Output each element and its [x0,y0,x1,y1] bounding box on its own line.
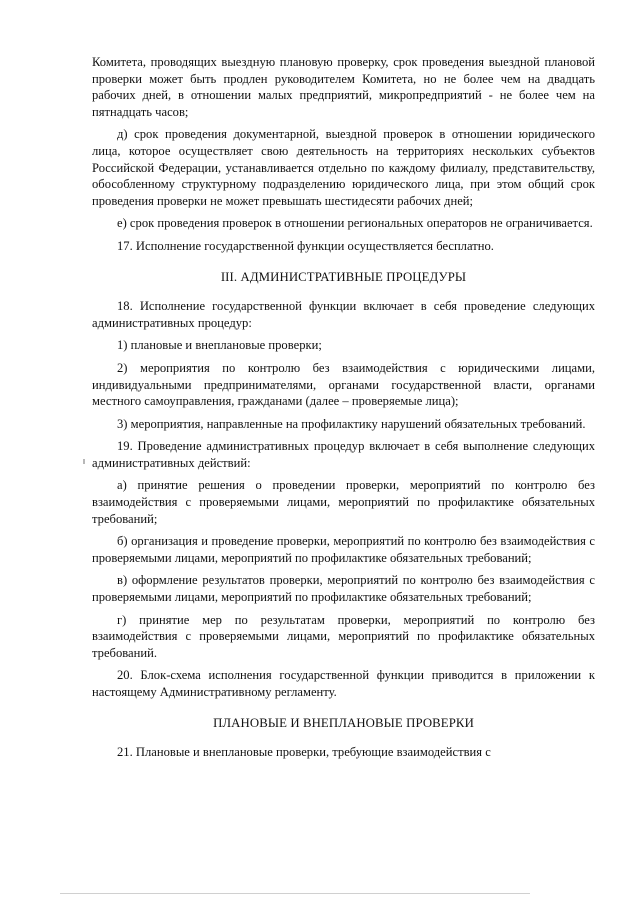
list-item-2: 2) мероприятия по контролю без взаимодействия с юридическими лицами, индивидуальными предпринимателями, органами государственной власти, органами местного самоуправления, гражданами (далее – проверяемые лица); [92,360,595,409]
document-body [92,54,595,767]
page-bottom-line [60,893,530,894]
paragraph-20: 20. Блок-схема исполнения государственной функции приводится в приложении к настоящему Административному регламенту. [92,668,595,699]
section-title-administrative-procedures: III. АДМИНИСТРАТИВНЫЕ ПРОЦЕДУРЫ [220,269,467,284]
list-item-v: в) оформление результатов проверки, мероприятий по контролю без взаимодействия с проверяемыми лицами, мероприятий по профилактике обязательных требований; [92,573,595,605]
paragraph-17: 17. Исполнение государственной функции осуществляется бесплатно. [117,238,494,253]
subsection-title-inspections: ПЛАНОВЫЕ И ВНЕПЛАНОВЫЕ ПРОВЕРКИ [213,715,474,730]
paragraph-item-e: е) срок проведения проверок в отношении региональных операторов не ограничивается. [117,216,593,231]
list-item-3: 3) мероприятия, направленные на профилактику нарушений обязательных требований. [117,416,586,431]
paragraph-18: 18. Исполнение государственной функции включает в себя проведение следующих административных процедур: [92,299,595,330]
paragraph-21: 21. Плановые и внеплановые проверки, требующие взаимодействия с [117,745,491,760]
paragraph-item-d: д) срок проведения документарной, выездной проверок в отношении юридического лица, которое осуществляет свою деятельность на территориях нескольких субъектов Российской Федерации, устанавливается отдельно по каждому филиалу, представительству, обособленному структурному подразделению юридического лица, при этом общий срок проведения проверки не может превышать шестидесяти рабочих дней; [92,127,595,208]
paragraph-19: 19. Проведение административных процедур включает в себя выполнение следующих административных действий: [92,439,595,470]
scan-artifact-mark [83,459,85,464]
list-item-a: а) принятие решения о проведении проверки, мероприятий по контролю без взаимодействия с проверяемыми лицами, мероприятий по профилактике обязательных требований; [92,478,595,526]
paragraph-continuation: Комитета, проводящих выездную плановую проверку, срок проведения выездной плановой проверки может быть продлен руководителем Комитета, но не более чем на двадцать рабочих дней, в отношении малых предприятий, микропредприятий - не более чем на пятнадцать часов; [92,55,595,119]
list-item-b: б) организация и проведение проверки, мероприятий по контролю без взаимодействия с проверяемыми лицами, мероприятий по профилактике обязательных требований; [92,534,595,565]
list-item-g: г) принятие мер по результатам проверки, мероприятий по контролю без взаимодействия с проверяемыми лицами, мероприятий по профилактике обязательных требований. [92,612,595,660]
list-item-1: 1) плановые и внеплановые проверки; [117,338,322,353]
